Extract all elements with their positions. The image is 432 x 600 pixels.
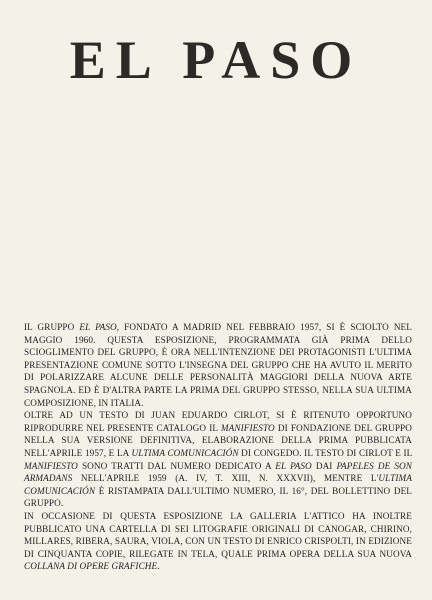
text-run: DI CONGEDO. IL TESTO DI CIRLOT E IL — [238, 447, 412, 458]
text-run: IN OCCASIONE DI QUESTA ESPOSIZIONE LA GALLERIA L'ATTICO HA INOLTRE PUBBLICATO UNA CARTELLA DI SEI LITOGRAFIE ORIGINALI DI CANOGAR, CHIRINO, MILLARES, RIBERA, SAURA, VIOLA, CON UN TESTO DI ENRICO CRISPOLTI, IN EDIZIONE DI CINQUANTA COPIE, RILEGATE IN TELA, QUALE PRIMA OPERA DELLA SUA NUOVA — [24, 510, 412, 559]
italic-title-run: COLLANA DI OPERE GRAFICHE — [24, 561, 158, 572]
italic-title-run: EL PASO — [275, 460, 312, 471]
paragraph-catalog-contents — [24, 409, 412, 510]
italic-title-run: ULTIMA COMUNICACIÓN — [131, 447, 239, 458]
body-text — [24, 321, 412, 573]
text-run: NELL'APRILE 1959 (A. IV, T. XIII, N. XXXVII), MENTRE L' — [72, 473, 379, 484]
text-run: DAI — [311, 460, 337, 471]
paragraph-lithographs — [24, 510, 412, 573]
text-run: OLTRE AD UN TESTO DI JUAN EDUARDO CIRLOT, SI È RITENUTO OPPORTUNO RIPRODURRE NEL PRESENTE CATALOGO IL — [24, 410, 412, 433]
italic-title-run: ULTIMA COMUNICACIÓN — [24, 473, 412, 496]
text-run: . — [157, 561, 160, 572]
italic-title-run: EL PASO — [79, 322, 117, 332]
text-run: IL GRUPPO — [24, 322, 80, 332]
paragraph-dissolution — [24, 321, 412, 409]
text-run: È RISTAMPATA DALL'ULTIMO NUMERO, IL 16°, DEL BOLLETTINO DEL GRUPPO. — [24, 485, 412, 509]
text-run: SONO TRATTI DAL NUMERO DEDICATO A — [77, 460, 276, 471]
page-title: EL PASO — [69, 30, 363, 90]
text-run: , FONDATO A MADRID NEL FEBBRAIO 1957, SI È SCIOLTO NEL MAGGIO 1960. QUESTA ESPOSIZIONE, PROGRAMMATA GIÀ PRIMA DELLO SCIOGLIMENTO DEL GRUPPO, È ORA NELL'INTENZIONE DEI PROTAGONISTI L'ULTIMA PRESENTAZIONE COMUNE SOTTO L'INSEGNA DEL GRUPPO CHE HA AVUTO IL MERITO DI POLARIZZARE ALCUNE DELLE PERSONALITÀ MAGGIORI DELLA NUOVA ARTE SPAGNOLA. ED È D'ALTRA PARTE LA PRIMA DEL GRUPPO STESSO, NELLA SUA ULTIMA COMPOSIZIONE, IN ITALIA. — [24, 322, 412, 408]
italic-title-run: MANIFIESTO — [220, 422, 275, 433]
text-run: DI FONDAZIONE DEL GRUPPO NELLA SUA VERSIONE DEFINITIVA, ELABORAZIONE DELLA PRIMA PUBBLICATA NELL'APRILE 1957, E LA — [24, 422, 412, 458]
italic-title-run: PAPELES DE SON ARMADANS — [24, 460, 412, 484]
italic-title-run: MANIFIESTO — [24, 460, 78, 471]
